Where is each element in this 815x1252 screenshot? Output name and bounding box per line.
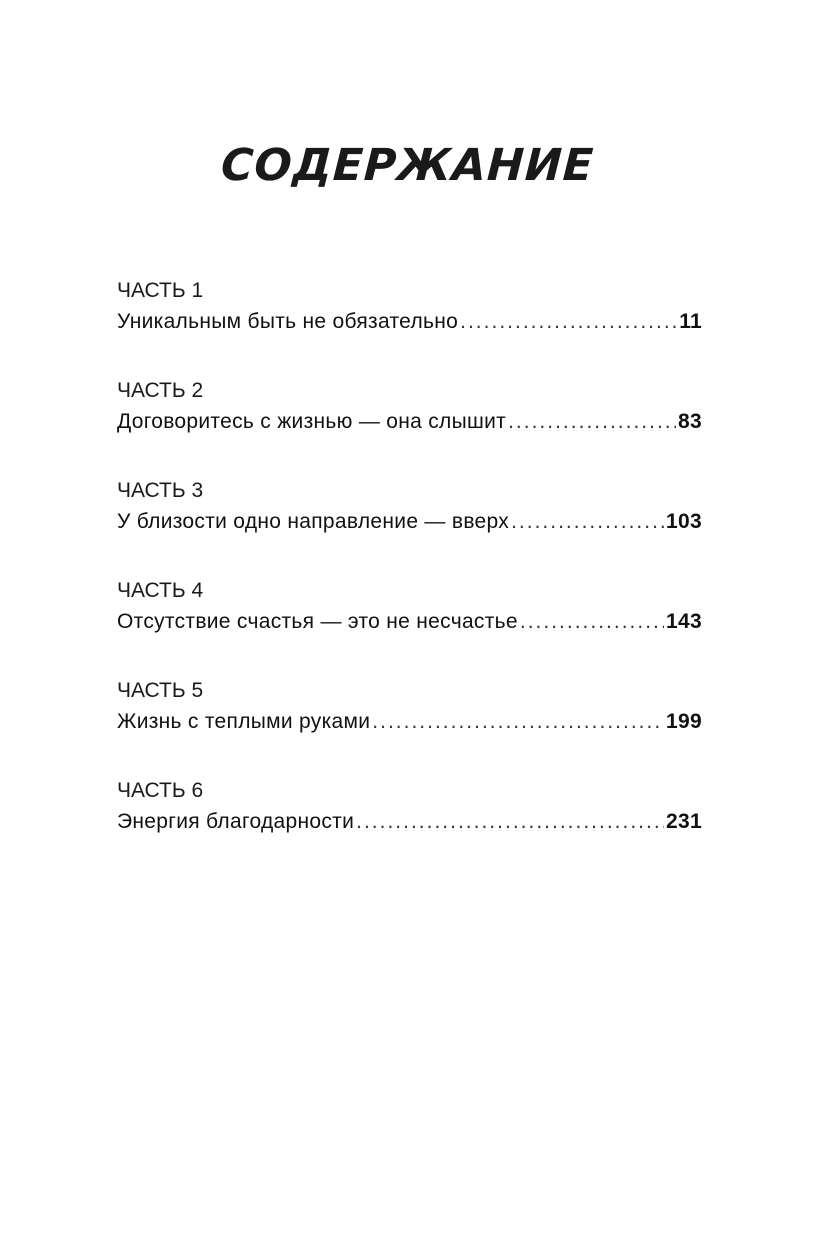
toc-entry[interactable] (117, 706, 702, 738)
toc-part-3 (117, 476, 702, 576)
entry-title: Энергия благодарности (117, 810, 355, 833)
page-title: СОДЕРЖАНИЕ (219, 140, 596, 191)
page-number: 143 (666, 610, 702, 633)
part-label: ЧАСТЬ 3 (117, 479, 204, 502)
toc-entry[interactable] (117, 806, 702, 838)
entry-title: Отсутствие счастья — это не несчастье (117, 610, 518, 633)
toc-entry[interactable] (117, 506, 702, 538)
page-number: 231 (666, 810, 702, 833)
toc-entry[interactable] (117, 406, 702, 438)
toc-entry[interactable] (117, 606, 702, 638)
toc-part-6 (117, 776, 702, 876)
page-number: 103 (666, 510, 702, 533)
toc-entry[interactable] (117, 306, 702, 338)
page-number: 11 (679, 310, 702, 333)
toc-part-5 (117, 676, 702, 776)
toc-part-4 (117, 576, 702, 676)
entry-title: Договоритесь с жизнью — она слышит (117, 410, 507, 433)
dot-leader (508, 406, 676, 438)
table-of-contents (117, 276, 702, 876)
part-label: ЧАСТЬ 6 (117, 779, 204, 802)
entry-title: Уникальным быть не обязательно (117, 310, 459, 333)
part-label: ЧАСТЬ 1 (117, 279, 204, 302)
dot-leader (460, 306, 677, 338)
part-label: ЧАСТЬ 4 (117, 579, 204, 602)
page-number: 83 (678, 410, 702, 433)
part-label: ЧАСТЬ 5 (117, 679, 204, 702)
dot-leader (511, 506, 664, 538)
toc-part-2 (117, 376, 702, 476)
dot-leader (356, 806, 664, 838)
dot-leader (520, 606, 664, 638)
part-label: ЧАСТЬ 2 (117, 379, 204, 402)
dot-leader (372, 706, 664, 738)
toc-part-1 (117, 276, 702, 376)
page-number: 199 (666, 710, 702, 733)
entry-title: У близости одно направление — вверх (117, 510, 510, 533)
entry-title: Жизнь с теплыми руками (117, 710, 371, 733)
